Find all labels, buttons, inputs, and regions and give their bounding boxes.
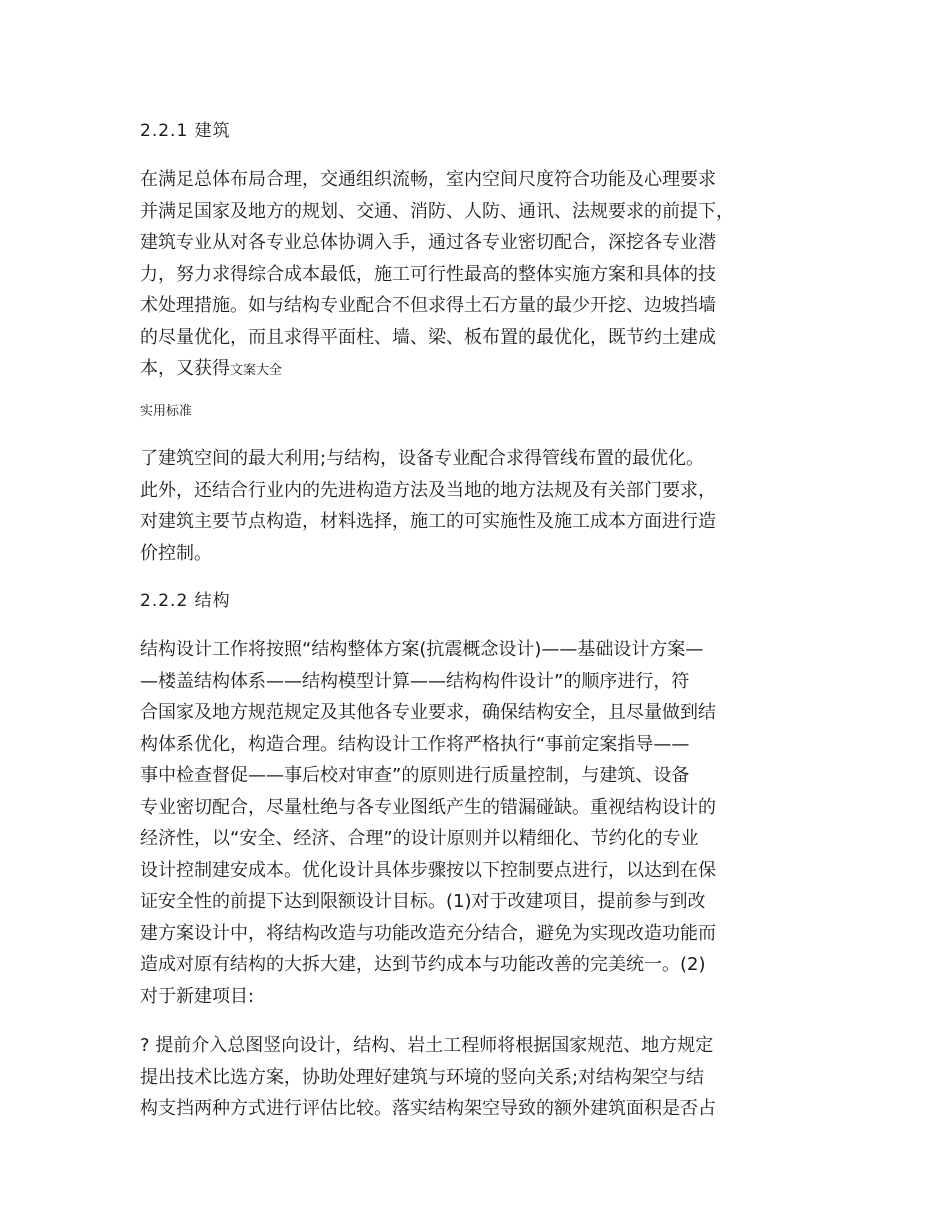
text-line: 价控制。 — [140, 542, 212, 564]
text-line: 建筑专业从对各专业总体协调入手，通过各专业密切配合，深挖各专业潜 — [140, 232, 716, 253]
text-line: 提出技术比选方案，协助处理好建筑与环境的竖向关系;对结构架空与结 — [140, 1066, 705, 1088]
paragraph-architecture — [140, 164, 840, 385]
text-line: 力，努力求得综合成本最低，施工可行性最高的整体实施方案和具体的技 — [140, 263, 716, 285]
section-heading-2-2-1: 2.2.1 建筑 — [140, 121, 231, 141]
running-header-label: 文案大全 — [230, 363, 283, 378]
text-line: 对建筑主要节点构造，材料选择，施工的可实施性及施工成本方面进行造 — [140, 511, 716, 532]
text-line: 并满足国家及地方的规划、交通、消防、人防、通讯、法规要求的前提下， — [140, 200, 734, 222]
text-line: —楼盖结构体系——结构模型计算——结构构件设计”的顺序进行，符 — [140, 670, 690, 692]
paragraph-architecture-continued — [140, 443, 840, 569]
text-line: 经济性，以“安全、经济、合理”的设计原则并以精细化、节约化的专业 — [140, 828, 699, 849]
text-line: 事中检查督促——事后校对审查”的原则进行质量控制，与建筑、设备 — [140, 765, 690, 786]
text-line: 在满足总体布局合理，交通组织流畅，室内空间尺度符合功能及心理要求 — [140, 169, 716, 190]
text-fragment: 本，又获得 — [140, 358, 230, 379]
running-footer-label: 实用标准 — [140, 404, 193, 419]
text-line: 合国家及地方规范规定及其他各专业要求，确保结构安全，且尽量做到结 — [140, 702, 716, 723]
text-line: 证安全性的前提下达到限额设计目标。(1)对于改建项目，提前参与到改 — [140, 891, 706, 912]
text-line-last — [140, 353, 840, 385]
text-line: ? 提前介入总图竖向设计，结构、岩土工程师将根据国家规范、地方规定 — [140, 1035, 714, 1056]
text-line: 的尽量优化，而且求得平面柱、墙、梁、板布置的最优化，既节约土建成 — [140, 326, 716, 348]
text-line: 设计控制建安成本。优化设计具体步骤按以下控制要点进行，以达到在保 — [140, 859, 716, 881]
text-line: 术处理措施。如与结构专业配合不但求得土石方量的最少开挖、边坡挡墙 — [140, 295, 716, 316]
section-heading-2-2-2: 2.2.2 结构 — [140, 591, 231, 611]
text-line: 造成对原有结构的大拆大建，达到节约成本与功能改善的完美统一。(2) — [140, 954, 706, 975]
text-line: 专业密切配合，尽量杜绝与各专业图纸产生的错漏碰缺。重视结构设计的 — [140, 796, 716, 818]
text-line: 此外，还结合行业内的先进构造方法及当地的地方法规及有关部门要求， — [140, 479, 716, 501]
text-line: 构体系优化，构造合理。结构设计工作将严格执行“事前定案指导—— — [140, 733, 690, 755]
paragraph-new-projects — [140, 1030, 840, 1125]
text-line: 结构设计工作将按照“结构整体方案(抗震概念设计)——基础设计方案— — [140, 639, 704, 660]
text-line: 建方案设计中，将结构改造与功能改造充分结合，避免为实现改造功能而 — [140, 922, 716, 944]
text-line: 对于新建项目: — [140, 985, 255, 1007]
text-line: 构支挡两种方式进行评估比较。落实结构架空导致的额外建筑面积是否占 — [140, 1098, 716, 1119]
text-line: 了建筑空间的最大利用;与结构，设备专业配合求得管线布置的最优化。 — [140, 448, 705, 469]
paragraph-structure — [140, 634, 840, 1012]
